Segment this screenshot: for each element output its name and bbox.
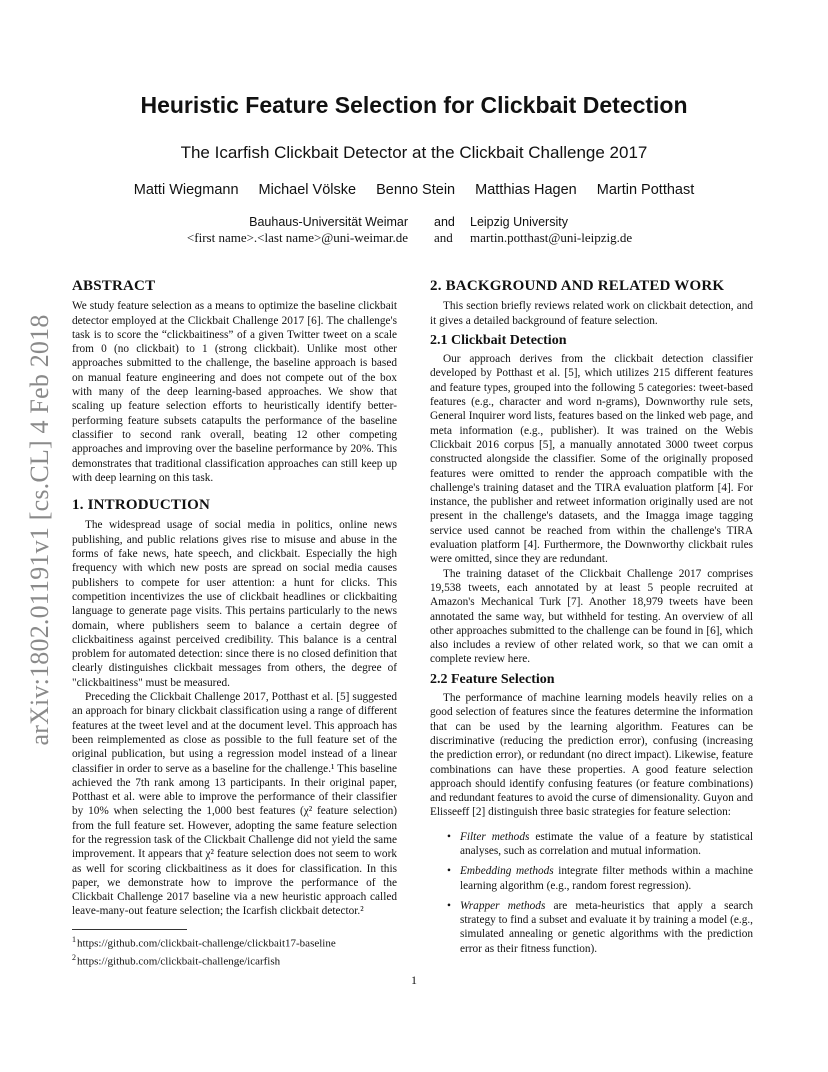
footnote-link[interactable]: https://github.com/clickbait-challenge/icarfish <box>77 955 281 968</box>
email-conjunction: and <box>434 230 453 245</box>
introduction-paragraph-2: Preceding the Clickbait Challenge 2017, Potthast et al. [5] suggested an approach for binary clickbait classification using a range of different features at the tweet level and at the document level. This approach has been reimplemented as close as possible to the full feature set of the original publication, but using a regression model instead of a linear classifier in order to serve as a baseline for the challenge.¹ This baseline achieved the 7th rank among 13 participants. In their original paper, Potthast et al. were able to improve the performance of their classifier by 10% when selecting the 1,000 best features (χ² feature selection) from the full feature set. However, adopting the same feature selection for the regression task of the Clickbait Challenge did not yield the same improvement. It appears that χ² feature selection does not seem to work as well for scoring clickbaitiness as it does for classification. In this paper, we demonstrate how to improve the performance of the Clickbait Challenge 2017 baseline via a new heuristic approach called leave-many-out feature selection; the Icarfish clickbait detector.² <box>72 691 397 918</box>
affiliations <box>0 214 828 246</box>
introduction-paragraph-1: The widespread usage of social media in politics, online news publishing, and public relations gives rise to misuse and abuse in the forms of fake news, hate speech, and clickbait. Especially the high frequency with which new posts are spread on social media causes publishers to compete for user attention: a hunt for clicks. This competition incentivizes the use of clickbait headlines or clickbaiting language to generate page visits. This pertains particularly to the news domain, where publishers seem to balance a certain degree of clickbaitiness against perceived credibility. This balance is a central problem for automated detection: since there is no closed definition that clearly distinguishes clickbait messages from others, the degree of "clickbaitiness" must be measured. <box>72 519 398 689</box>
background-intro: This section briefly reviews related work on clickbait detection, and it gives a detailed background of feature selection. <box>430 300 753 327</box>
affiliation-weimar: Bauhaus-Universität Weimar <box>249 215 408 229</box>
abstract-heading: ABSTRACT <box>72 278 156 294</box>
right-column <box>430 276 753 962</box>
page-number: 1 <box>411 973 417 987</box>
footnote-1[interactable]: $^1$https://github.com/clickbait-challenge/clickbait17-baseline <box>72 935 336 950</box>
author-name: Matti Wiegmann <box>133 182 239 198</box>
feature-selection-paragraph: The performance of machine learning models heavily relies on a good selection of features since the features determine the information that can be used by the learning algorithm. Features can be discriminative (reducing the prediction error), confusing (increasing the prediction error), or redundant (no direct impact). Likewise, feature combinations can have these properties. A good feature selection approach should identify confusing features (or feature combinations) and redundant features to avoid the curse of dimensionality. Guyon and Elisseeff [2] distinguish three basic strategies for feature selection: <box>430 692 753 819</box>
arxiv-identifier-stamp: arXiv:1802.01191v1 [cs.CL] 4 Feb 2018 <box>25 314 54 746</box>
affiliation-leipzig: Leipzig University <box>470 215 568 229</box>
author-list <box>0 182 828 198</box>
list-item: • Filter methods estimate the value of a feature by statistical analyses, such as correlation and mutual information. <box>460 830 753 859</box>
footnote-2[interactable]: $^2$https://github.com/clickbait-challenge/icarfish <box>72 953 281 968</box>
left-column <box>72 276 397 919</box>
clickbait-detection-paragraph-2: The training dataset of the Clickbait Challenge 2017 comprises 19,538 tweets, each annotated by at least 5 people recruited at Amazon's Mechanical Turk [7]. Another 18,979 tweets have been annotated the same way, but withheld for testing. An overview of all other approaches submitted to the challenge can be found in [6], which also includes a review of other related work, so that we can omit a complete review here. <box>430 567 753 666</box>
background-heading: 2. BACKGROUND AND RELATED WORK <box>430 278 725 294</box>
footnote-link[interactable]: https://github.com/clickbait-challenge/clickbait17-baseline <box>77 937 336 950</box>
feature-selection-heading: 2.2 Feature Selection <box>430 671 555 687</box>
clickbait-detection-heading: 2.1 Clickbait Detection <box>430 332 567 348</box>
author-name: Martin Potthast <box>596 182 695 198</box>
introduction-heading: 1. INTRODUCTION <box>72 497 211 514</box>
email-weimar: <first name>.<last name>@uni-weimar.de <box>186 230 408 245</box>
email-leipzig: martin.potthast@uni-leipzig.de <box>470 230 633 245</box>
footnotes <box>72 933 397 969</box>
abstract-text: We study feature selection as a means to optimize the baseline clickbait detector employed at the Clickbait Challenge 2017 [6]. The challenge's task is to score the “clickbaitiness” of a given Twitter tweet on a scale from 0 (no clickbait) to 1 (strong clickbait). Unlike most other approaches submitted to the challenge, the baseline approach is based on manual feature engineering and does not compete out of the box with many of the deep learning-based approaches. We show that scaling up feature selection efforts to heuristically identify better-performing feature subsets catapults the performance of the baseline classifier to second rank overall, beating 12 other competing approaches and improving over the baseline performance by 20%. This demonstrates that traditional classification approaches can still keep up with deep learning on this task. <box>72 300 397 484</box>
author-name: Michael Völske <box>258 182 357 198</box>
list-item: • Embedding methods integrate filter methods within a machine learning algorithm (e.g., random forest regression). <box>460 864 753 893</box>
paper-title: Heuristic Feature Selection for Clickbait Detection <box>140 92 688 118</box>
footnote-divider <box>72 929 187 930</box>
list-item: • Wrapper methods are meta-heuristics that apply a search strategy to find a subset and evaluate it by training a model (e.g., simulated annealing or genetic algorithms with the prediction error as their fitness function). <box>460 899 753 956</box>
clickbait-detection-paragraph-1: Our approach derives from the clickbait detection classifier developed by Potthast et al. [5], which utilizes 215 different features and feature types, grouped into the following 5 categories: tweet-based features (e.g., character and word n-grams), Downworthy rule sets, General Inquirer word lists, features based on the linked web page, and meta information (e.g., publisher). It was trained on the Webis Clickbait 2016 corpus [5], a manually annotated 3000 tweet corpus constructed alongside the classifier. Some of the originally proposed features were omitted to render the approach compatible with the challenge's training dataset and the TIRA evaluation platform [4]. For instance, the publisher and retweet information originally used are not present in the challenge's datasets, and the Imagga image tagging service used cannot be reached from within the challenge's TIRA evaluation platform [4]. Furthermore, the Downworthy clickbait rules were omitted, since they are redundant. <box>430 353 753 566</box>
author-name: Benno Stein <box>376 182 456 198</box>
affiliation-conjunction: and <box>434 215 455 229</box>
author-name: Matthias Hagen <box>475 182 577 198</box>
feature-selection-strategies <box>430 830 753 956</box>
paper-subtitle: The Icarfish Clickbait Detector at the Clickbait Challenge 2017 <box>180 143 648 162</box>
